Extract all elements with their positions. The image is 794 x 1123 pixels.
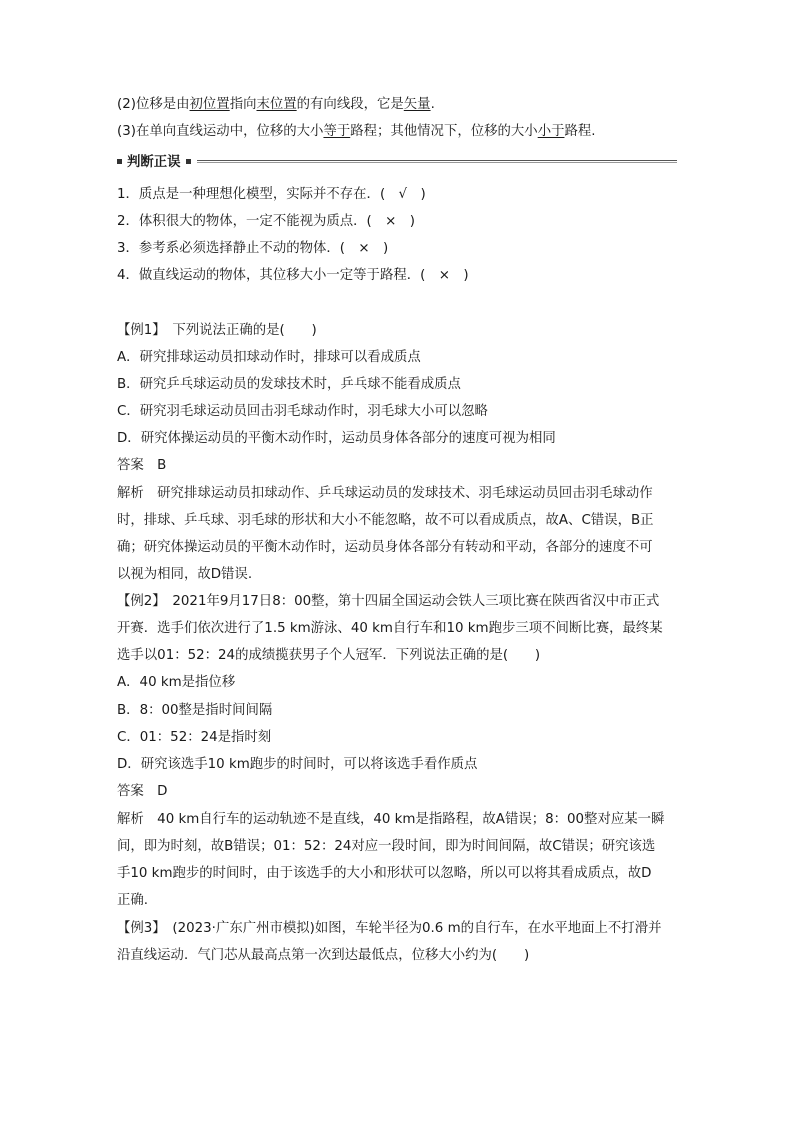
example-2-analysis-line: 解析 40 km自行车的运动轨迹不是直线，40 km是指路程，故A错误；8：00整对应某一瞬 — [117, 812, 665, 827]
underlined-answer: 末位置 — [256, 97, 297, 112]
example-2-stem-line: 开赛．选手们依次进行了1.5 km游泳、40 km自行车和10 km跑步三项不间断比赛，最终某 — [117, 621, 663, 636]
square-bullet-icon — [117, 159, 122, 164]
example-3-stem-line: 沿直线运动．气门芯从最高点第一次到达最低点，位移大小约为( ) — [117, 948, 530, 963]
text: . — [430, 97, 435, 112]
example-2-stem-line: 选手以01：52：24的成绩揽获男子个人冠军．下列说法正确的是( ) — [117, 648, 541, 663]
judgement-item: 2．体积很大的物体，一定不能视为质点．( × ) — [117, 214, 415, 229]
section-divider — [117, 160, 677, 161]
text: (3)在单向直线运动中，位移的大小 — [117, 124, 324, 139]
example-1-analysis-line: 解析 研究排球运动员扣球动作、乒乓球运动员的发球技术、羽毛球运动员回击羽毛球动作 — [117, 486, 653, 501]
underlined-answer: 初位置 — [189, 97, 230, 112]
example-2-option: C．01：52：24是指时刻 — [117, 730, 272, 745]
underlined-answer: 小于 — [537, 124, 565, 139]
section-header-judgement — [117, 151, 677, 169]
example-2-analysis-line: 正确. — [117, 893, 149, 908]
example-1-analysis-line: 确；研究体操运动员的平衡木动作时，运动员身体各部分有转动和平动，各部分的速度不可 — [117, 540, 653, 555]
point-2-line — [117, 96, 435, 114]
example-2-stem-line: 【例2】 2021年9月17日8：00整，第十四届全国运动会铁人三项比赛在陕西省汉中市正式 — [117, 594, 660, 609]
judgement-item: 3．参考系必须选择静止不动的物体．( × ) — [117, 241, 389, 256]
example-2-analysis-line: 手10 km跑步的时间时，由于该选手的大小和形状可以忽略，所以可以将其看成质点，故D — [117, 866, 652, 881]
example-2-option: A．40 km是指位移 — [117, 675, 236, 690]
text: 的有向线段，它是 — [296, 97, 404, 112]
example-1-answer: 答案 B — [117, 458, 167, 473]
example-1-stem: 【例1】 下列说法正确的是( ) — [117, 323, 317, 338]
judgement-item: 1．质点是一种理想化模型，实际并不存在．( √ ) — [117, 187, 426, 202]
example-2-analysis-line: 间，即为时刻，故B错误；01：52：24对应一段时间，即为时间间隔，故C错误；研究该选 — [117, 839, 656, 854]
example-1-analysis-line: 时，排球、乒乓球、羽毛球的形状和大小不能忽略，故不可以看成质点，故A、C错误，B正 — [117, 513, 654, 528]
example-3-stem-line: 【例3】 (2023·广东广州市模拟)如图，车轮半径为0.6 m的自行车，在水平地面上不打滑并 — [117, 921, 662, 936]
section-title-text: 判断正误 — [127, 155, 181, 170]
example-1-option: D．研究体操运动员的平衡木动作时，运动员身体各部分的速度可视为相同 — [117, 431, 556, 446]
example-1-option: A．研究排球运动员扣球动作时，排球可以看成质点 — [117, 350, 421, 365]
text: 路程. — [564, 124, 596, 139]
section-divider-secondary — [117, 162, 677, 163]
judgement-item: 4．做直线运动的物体，其位移大小一定等于路程．( × ) — [117, 268, 469, 283]
underlined-answer: 矢量 — [403, 97, 431, 112]
text: 路程；其他情况下，位移的大小 — [350, 124, 538, 139]
section-title — [117, 151, 197, 170]
text: 指向 — [229, 97, 257, 112]
example-1-option: C．研究羽毛球运动员回击羽毛球动作时，羽毛球大小可以忽略 — [117, 404, 488, 419]
square-bullet-icon — [186, 159, 191, 164]
point-3-line — [117, 123, 596, 141]
underlined-answer: 等于 — [323, 124, 351, 139]
example-1-option: B．研究乒乓球运动员的发球技术时，乒乓球不能看成质点 — [117, 377, 461, 392]
example-2-option: D．研究该选手10 km跑步的时间时，可以将该选手看作质点 — [117, 757, 478, 772]
example-1-analysis-line: 以视为相同，故D错误. — [117, 567, 253, 582]
text: (2)位移是由 — [117, 97, 190, 112]
example-2-option: B．8：00整是指时间间隔 — [117, 703, 273, 718]
example-2-answer: 答案 D — [117, 784, 168, 799]
